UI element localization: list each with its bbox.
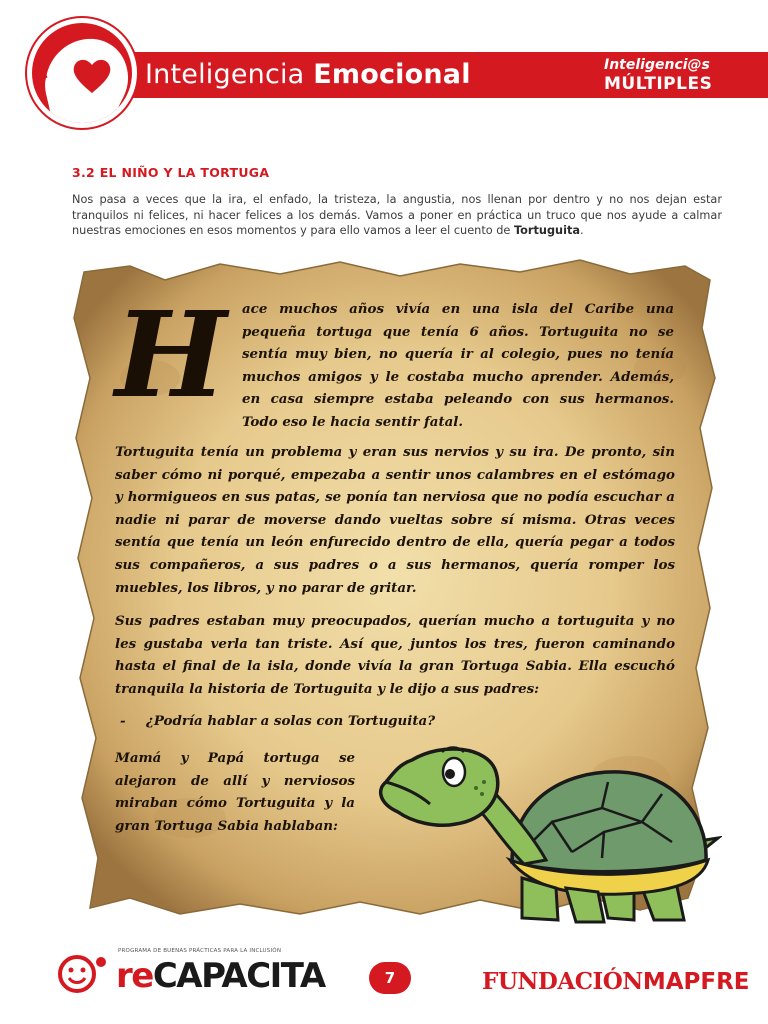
intro-text: Nos pasa a veces que la ira, el enfado, la tristeza, la angustia, nos llenan por dentro y no nos dejan estar tranquilos ni felices, ni hacer felices a los demás. Vamos a poner en práctica un truco que nos ayude a calmar nuestras emociones en esos momentos y para ello vamos a leer el cuento de xyxy=(72,193,722,237)
recapacita-wordmark xyxy=(116,957,325,995)
header-title-light: Inteligencia xyxy=(145,59,305,90)
brand-line2: MÚLTIPLES xyxy=(604,74,713,94)
story-paragraph-1: ace muchos años vivía en una isla del Caribe una pequeña tortuga que tenía 6 años. Tortuguita no se sentía muy bien, no quería ir al colegio, pues no tenía muchos amigos y le costaba mucho aprender. Además, en casa siempre estaba peleando con sus hermanos. Todo eso le hacia sentir fatal. xyxy=(242,301,674,430)
heart-head-logo-icon xyxy=(27,18,137,128)
brand-re: re xyxy=(116,956,153,996)
section-title: 3.2 EL NIÑO Y LA TORTUGA xyxy=(72,165,270,180)
brand-line1: Inteligenci@s xyxy=(604,57,710,73)
dialog-text: ¿Podría hablar a solas con Tortuguita? xyxy=(146,713,436,729)
story-paragraph-5: Mamá y Papá tortuga se alejaron de allí y nerviosos miraban cómo Tortuguita y la gran Tortuga Sabia hablaban: xyxy=(115,750,355,834)
header-title-bold: Emocional xyxy=(313,59,471,90)
turtle-illustration-icon xyxy=(372,742,722,932)
intro-paragraph xyxy=(72,192,722,239)
footer-tagline: PROGRAMA DE BUENAS PRÁCTICAS PARA LA INCLUSIÓN xyxy=(118,948,282,954)
intro-bold: Tortuguita xyxy=(513,224,580,237)
intro-end: . xyxy=(579,224,584,237)
fundacion-mapfre-logo xyxy=(482,968,750,995)
drop-cap: H xyxy=(115,285,227,424)
fundacion-text: FUNDACIÓN xyxy=(482,968,643,995)
mapfre-text: MAPFRE xyxy=(642,969,750,995)
inteligencias-multiples-logo xyxy=(604,56,716,96)
page-number: 7 xyxy=(369,962,411,994)
story-paragraph-2: Tortuguita tenía un problema y eran sus nervios y su ira. De pronto, sin saber cómo ni porqué, empezaba a sentir unos calambres en el estómago y hormigueos en sus patas, se ponía tan nerviosa que no podía escuchar a nadie ni parar de moverse dando vueltas sobre sí misma. Otras veces sentía que tenía un león enfurecido dentro de ella, quería pegar a todos sus compañeros, a sus padres o a sus hermanos, quería romper los muebles, los libros, y no parar de gritar. xyxy=(115,444,675,596)
story-paragraph-3: Sus padres estaban muy preocupados, querían mucho a tortuguita y no les gustaba verla tan triste. Así que, juntos los tres, fueron caminando hasta el final de la isla, donde vivía la gran Tortuga Sabia. Ella escuchó tranquila la historia de Tortuguita y le dijo a sus padres: xyxy=(115,613,675,697)
story-dialog xyxy=(120,710,620,733)
brand-rest: CAPACITA xyxy=(152,956,325,996)
dialog-dash: - xyxy=(120,713,126,729)
header-title xyxy=(145,54,471,96)
